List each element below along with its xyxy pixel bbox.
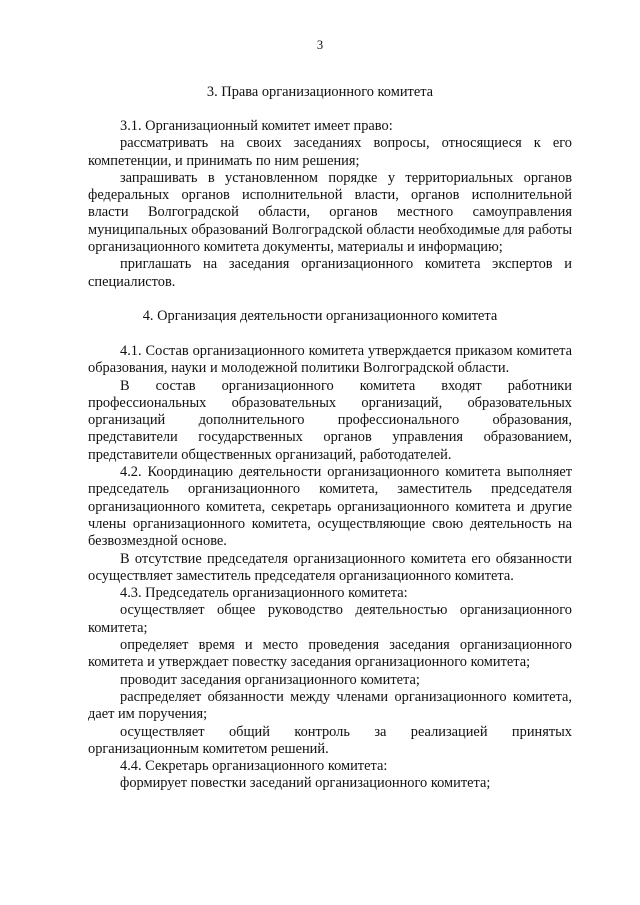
paragraph-4-4-a: формирует повестки заседаний организационного комитета;: [120, 775, 491, 792]
section-3-heading: 3. Права организационного комитета: [206, 84, 434, 100]
section-4-heading: 4. Организация деятельности организационного комитета: [142, 308, 498, 324]
paragraph-4-2: 4.2. Координацию деятельности организационного комитета выполняет председатель организационного комитета, заместитель председателя организационного комитета, секретарь организационного комитета и другие члены организационного комитета, осуществляющие свою деятельность на безвозмездной основе.: [88, 464, 572, 550]
paragraph-4-3-a: осуществляет общее руководство деятельностью организационного комитета;: [88, 602, 572, 636]
paragraph-4-1-composition: В состав организационного комитета входят работники профессиональных образовательных организаций, образовательных организаций дополнительного профессионального образования, представители государственных органов управления образованием, представители общественных организаций, работодателей.: [88, 377, 572, 463]
paragraph-4-3-d: распределяет обязанности между членами организационного комитета, дает им поручения;: [88, 688, 572, 723]
paragraph-3-1-b: запрашивать в установленном порядке у территориальных органов федеральных органов исполнительной власти, органов исполнительной власти Волгоградской области, органов местного самоуправления муниципальных образований Волгоградской области необходимые для работы организационного комитета документы, материалы и информацию;: [88, 169, 572, 256]
paragraph-4-3: 4.3. Председатель организационного комитета:: [120, 585, 408, 602]
paragraph-4-3-e: осуществляет общий контроль за реализацией принятых организационным комитетом решений.: [88, 723, 572, 757]
paragraph-4-3-c: проводит заседания организационного комитета;: [120, 671, 420, 688]
paragraph-3-1-a: рассматривать на своих заседаниях вопросы, относящиеся к его компетенции, и принимать по ним решения;: [88, 135, 572, 169]
section-3-body: [88, 118, 572, 291]
paragraph-3-1-c: приглашать на заседания организационного комитета экспертов и специалистов.: [88, 256, 572, 290]
paragraph-4-1: 4.1. Состав организационного комитета утверждается приказом комитета образования, науки и молодежной политики Волгоградской области.: [88, 343, 572, 377]
paragraph-3-1: 3.1. Организационный комитет имеет право:: [120, 118, 393, 134]
paragraph-4-4: 4.4. Секретарь организационного комитета:: [120, 758, 388, 775]
paragraph-4-3-b: определяет время и место проведения заседания организационного комитета и утверждает повестку заседания организационного комитета;: [88, 637, 572, 671]
page-number: 3: [316, 38, 324, 52]
paragraph-4-2-absence: В отсутствие председателя организационного комитета его обязанности осуществляет заместитель председателя организационного комитета.: [88, 550, 572, 584]
section-4-body: [88, 343, 572, 793]
